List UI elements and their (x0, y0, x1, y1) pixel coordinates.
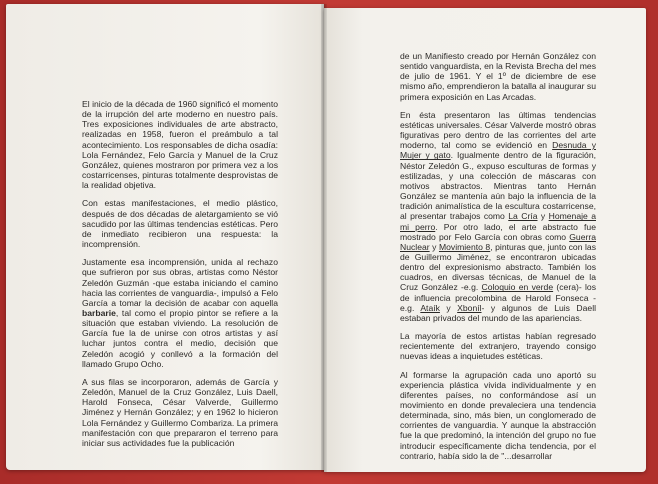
page-fold (321, 4, 327, 472)
paragraph: Con estas manifestaciones, el medio plástico, después de dos décadas de aletargamiento se vió sacudido por las últimas tendencias estéticas. Pero de inmediato recibieron una respuesta: la incomprensión. (82, 198, 278, 250)
left-text-column (82, 99, 278, 456)
artwork-title: Movimiento 8 (438, 241, 491, 252)
artwork-title: Coloquio en verde (481, 282, 554, 293)
paragraph: de un Manifiesto creado por Hernán González con sentido vanguardista, en la Revista Brecha del mes de julio de 1961. Y el 1º de diciembre de ese mismo año, emprendieron la batalla al inaugurar su primera exposición en Las Arcadas. (400, 51, 596, 102)
right-text-column (400, 51, 596, 469)
artwork-title: Ataík (420, 302, 440, 313)
paragraph: A sus filas se incorporaron, además de García y Zeledón, Manuel de la Cruz González, Luis Daell, Harold Fonseca, César Valverde, Guillermo Jiménez y Hernán González; y en 1962 lo hicieron Lola Fernández y Guillermo Combariza. La primera manifestación con que prepararon el terreno para iniciar sus actividades fue la publicación (82, 376, 278, 448)
artwork-title: Desnuda y Mujer y gato (400, 140, 596, 161)
bold-term: barbarie (82, 307, 116, 318)
artwork-title: Guerra Nuclear (400, 231, 596, 252)
artwork-title: La Cría (508, 211, 538, 222)
paragraph: El inicio de la década de 1960 significó el momento de la irrupción del arte moderno en nuestro país. Tres exposiciones individuales de arte abstracto, realizadas en 1958, fueron el preámbulo a tal acontecimiento. Los responsables de dicha osadía: Lola Fernández, Felo García y Manuel de la Cruz González, quienes mostraron por primera vez a los costarricenses, pinturas totalmente desprovistas de la realidad objetiva. (82, 99, 278, 191)
artwork-title: Xboníl (457, 302, 482, 313)
paragraph: La mayoría de estos artistas habían regresado recientemente del extranjero, trayendo consigo nuevas ideas a inquietudes estéticas. (400, 331, 596, 362)
paragraph: Justamente esa incomprensión, unida al rechazo que sufrieron por sus obras, artistas como Néstor Zeledón Guzmán -que estaba iniciando el camino hacia las corrientes de vanguardia-, impulsó a Felo García a tomar la decisión de acabar con aquella barbarie, tal como el propio pintor se refiere a la situación que estaban viviendo. La resolución de García fue la de unirse con otros artistas y así luchar juntos contra el medio, decisión que Zeledón acogió y conllevó a la formación del llamado Grupo Ocho. (82, 257, 278, 369)
artwork-title: Homenaje a mi perro (400, 211, 596, 232)
paragraph: En ésta presentaron las últimas tendencias estéticas universales. César Valverde mostró obras figurativas pero dentro de las corrientes del arte moderno, tal como se evidenció en Desnuda y Mujer y gato. Igualmente dentro de la figuración, Néstor Zeledón G., expuso esculturas de formas y estilizadas, y una colección de máscaras con motivos abstractos. Mientras tanto Hernán González se mantenía aún bajo la influencia de la tradición animalística de la escultura costarricense, al presentar trabajos como La Cría y Homenaje a mi perro. Por otro lado, el arte abstracto fue mostrado por Felo García con obras como Guerra Nuclear y Movimiento 8, pinturas que, junto con las de Guillermo Jiménez, se encontraron ubicadas dentro del expresionismo abstracto. También los cuadros, en diversas técnicas, de Manuel de la Cruz González -e.g. Coloquio en verde (cera)- los de influencia precolombina de Harold Fonseca -e.g. Ataík y Xboníl- y algunos de Luis Daell estaban privados del mundo de las apariencias. (400, 109, 597, 323)
paragraph: Al formarse la agrupación cada uno aportó su experiencia plástica vivida individualmente y en diferentes países, no conformándose así un movimiento en donde prevaleciera una tendencia determinada, sino, más bien, un conglomerado de corrientes de vanguardia. Y aunque la abstracción fue la que predominó, la intención del grupo no fue introducir específicamente dicha tendencia, por el contrario, había sido la de "...desarrollar (400, 369, 596, 461)
